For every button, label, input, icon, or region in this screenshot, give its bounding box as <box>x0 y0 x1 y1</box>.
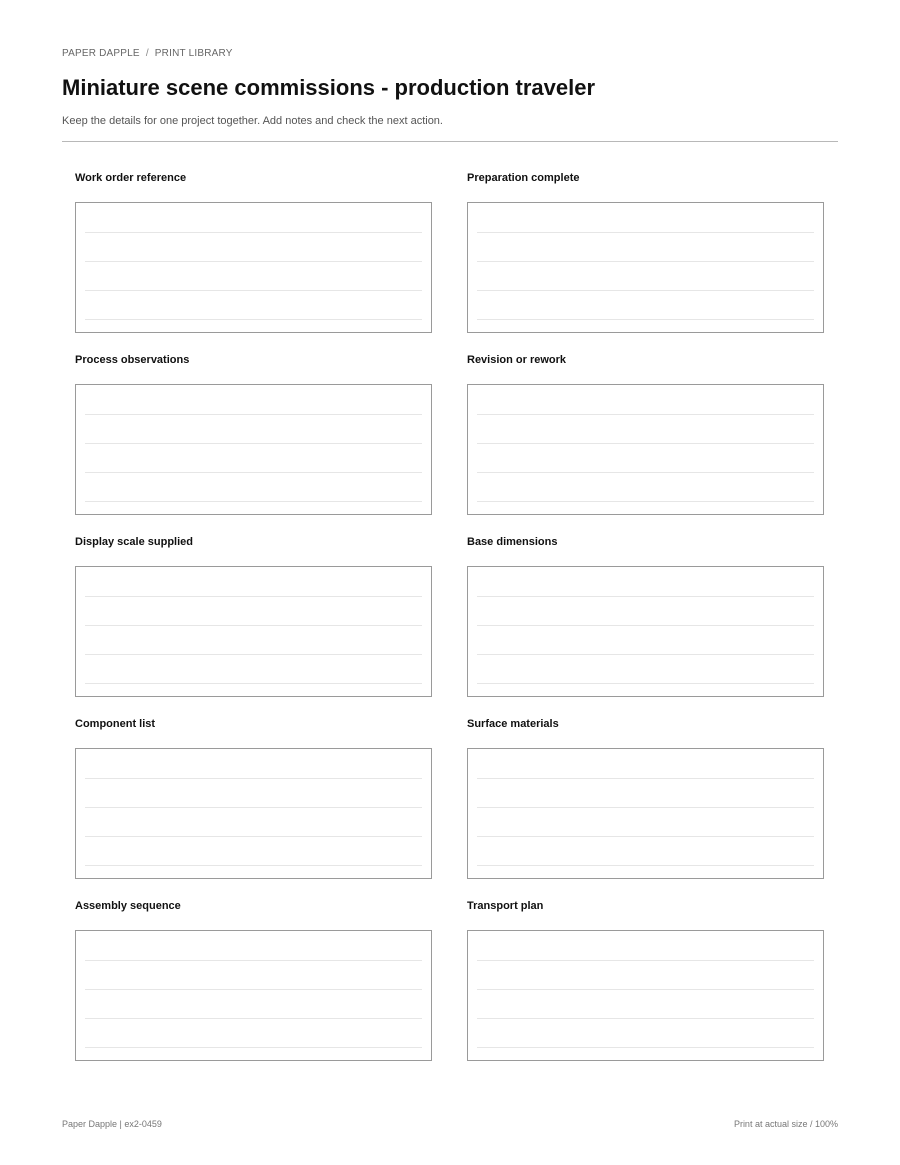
writing-line <box>85 290 422 291</box>
writing-line <box>477 290 814 291</box>
writing-line <box>477 625 814 626</box>
writing-line <box>85 778 422 779</box>
field-writing-box[interactable] <box>75 202 432 333</box>
field-writing-box[interactable] <box>467 202 824 333</box>
field-label: Process observations <box>75 354 190 366</box>
breadcrumb-item-library: PRINT LIBRARY <box>154 48 233 59</box>
field-writing-box[interactable] <box>75 930 432 1061</box>
writing-line <box>85 625 422 626</box>
writing-line <box>477 443 814 444</box>
breadcrumb-item-brand: PAPER DAPPLE <box>62 48 140 59</box>
field-label: Revision or rework <box>467 354 567 366</box>
writing-line <box>477 232 814 233</box>
writing-line <box>477 596 814 597</box>
writing-line <box>477 501 814 502</box>
writing-line <box>477 989 814 990</box>
writing-line <box>477 836 814 837</box>
writing-line <box>85 319 422 320</box>
writing-line <box>85 683 422 684</box>
writing-line <box>85 472 422 473</box>
writing-line <box>85 414 422 415</box>
field-writing-box[interactable] <box>75 566 432 697</box>
writing-line <box>85 501 422 502</box>
writing-line <box>85 836 422 837</box>
writing-line <box>85 865 422 866</box>
field-label: Component list <box>75 718 156 730</box>
field-writing-box[interactable] <box>467 566 824 697</box>
writing-line <box>477 960 814 961</box>
field-label: Base dimensions <box>467 536 558 548</box>
field-writing-box[interactable] <box>75 748 432 879</box>
writing-line <box>477 683 814 684</box>
writing-line <box>85 261 422 262</box>
writing-line <box>477 472 814 473</box>
writing-line <box>85 1047 422 1048</box>
writing-line <box>477 1018 814 1019</box>
writing-line <box>477 319 814 320</box>
writing-line <box>477 778 814 779</box>
writing-line <box>85 1018 422 1019</box>
footer-document-id: Paper Dapple | ex2-0459 <box>62 1119 162 1129</box>
page-subtitle: Keep the details for one project together. Add notes and check the next action. <box>62 115 443 127</box>
field-writing-box[interactable] <box>467 930 824 1061</box>
writing-line <box>477 865 814 866</box>
writing-line <box>477 1047 814 1048</box>
writing-line <box>85 596 422 597</box>
page-title: Miniature scene commissions - production traveler <box>62 75 596 100</box>
field-writing-box[interactable] <box>467 748 824 879</box>
field-writing-box[interactable] <box>75 384 432 515</box>
footer-print-note: Print at actual size / 100% <box>733 1119 838 1129</box>
writing-line <box>85 807 422 808</box>
field-label: Assembly sequence <box>75 900 181 912</box>
writing-line <box>477 807 814 808</box>
field-writing-box[interactable] <box>467 384 824 515</box>
field-label: Preparation complete <box>467 172 580 184</box>
field-label: Display scale supplied <box>75 536 193 548</box>
writing-line <box>85 443 422 444</box>
field-label: Transport plan <box>467 900 544 912</box>
field-label: Work order reference <box>75 172 187 184</box>
writing-line <box>477 261 814 262</box>
writing-line <box>477 654 814 655</box>
writing-line <box>85 960 422 961</box>
writing-line <box>85 989 422 990</box>
breadcrumb-separator: / <box>145 48 149 59</box>
writing-line <box>477 414 814 415</box>
field-label: Surface materials <box>467 718 559 730</box>
writing-line <box>85 654 422 655</box>
printable-page <box>62 0 838 1165</box>
writing-line <box>85 232 422 233</box>
field-grid <box>62 0 838 1165</box>
